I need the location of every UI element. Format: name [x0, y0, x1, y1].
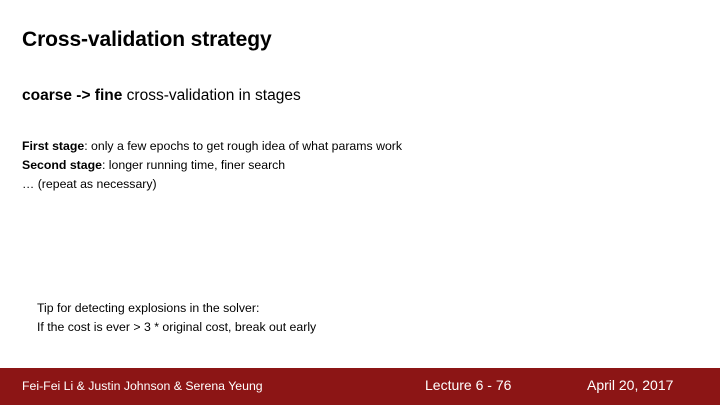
body-line	[22, 175, 402, 194]
solver-tip	[37, 299, 316, 337]
body-line	[22, 156, 402, 175]
body-line-emphasis: Second stage	[22, 158, 102, 172]
body-line	[22, 137, 402, 156]
footer-authors: Fei-Fei Li & Justin Johnson & Serena Yeung	[22, 379, 263, 393]
body-line-text: : longer running time, finer search	[101, 158, 286, 172]
body-line-emphasis: First stage	[22, 139, 85, 153]
footer-date: April 20, 2017	[587, 377, 674, 393]
tip-line: If the cost is ever > 3 * original cost, break out early	[37, 320, 317, 334]
slide-body	[22, 137, 402, 194]
body-line-text: : only a few epochs to get rough idea of what params work	[84, 139, 403, 153]
subtitle-rest: cross-validation in stages	[122, 87, 301, 104]
body-line-text: … (repeat as necessary)	[22, 177, 157, 191]
footer-lecture-number: Lecture 6 - 76	[425, 377, 512, 393]
footer-bar	[0, 368, 720, 405]
tip-line: Tip for detecting explosions in the solver:	[37, 301, 260, 315]
page-title: Cross-validation strategy	[22, 28, 272, 51]
slide-subtitle	[22, 87, 301, 105]
subtitle-emphasis: coarse -> fine	[22, 87, 123, 104]
